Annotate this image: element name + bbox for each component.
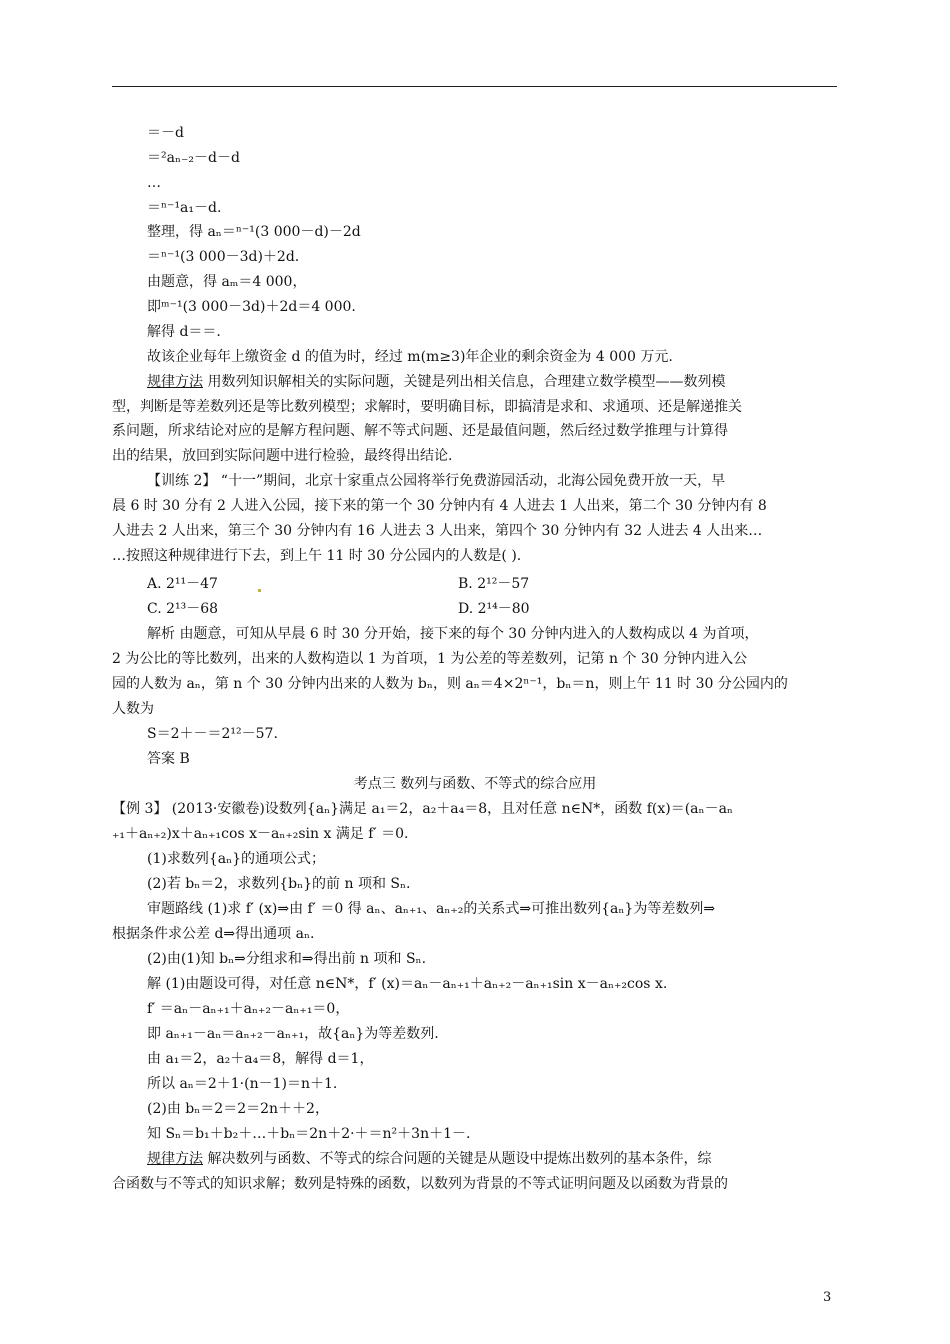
text-line: (1)求数列{aₙ}的通项公式；	[147, 851, 326, 867]
text-line: 由题意，得 aₘ＝4 000，	[147, 274, 307, 290]
text-line: ₊₁＋aₙ₊₂)x＋aₙ₊₁cos x－aₙ₊₂sin x 满足 f′ ＝0.	[112, 826, 409, 842]
option-b: B. 2¹²－57	[458, 576, 530, 592]
text-line: …按照这种规律进行下去，到上午 11 时 30 分公园内的人数是( ).	[112, 548, 522, 564]
page-number: 3	[823, 1290, 832, 1305]
text-line: 晨 6 时 30 分有 2 人进入公园，接下来的第一个 30 分钟内有 4 人进去 1 人出来，第二个 30 分钟内有 8	[112, 498, 767, 514]
text-line: 2 为公比的等比数列，出来的人数构造以 1 为首项，1 为公差的等差数列，记第 n 个 30 分钟内进入公	[112, 651, 748, 667]
text-line: 解得 d＝＝.	[147, 324, 221, 340]
text-line: 知 Sₙ＝b₁＋b₂＋…＋bₙ＝2n＋2·＋＝n²＋3n＋1－.	[147, 1126, 471, 1142]
stray-mark	[258, 589, 261, 592]
example-heading: 【例 3】 (2013·安徽卷)设数列{aₙ}满足 a₁＝2，a₂＋a₄＝8，且对任意 n∈N*，函数 f(x)＝(aₙ－aₙ	[112, 801, 733, 817]
exercise-heading: 【训练 2】 “十一”期间，北京十家重点公园将举行免费游园活动，北海公园免费开放一天，早	[147, 473, 726, 489]
text-line: ＝－d	[147, 125, 184, 141]
text-line: 由 a₁＝2，a₂＋a₄＝8，解得 d＝1，	[147, 1051, 374, 1067]
answer-line: 答案 B	[147, 751, 190, 767]
text-line: …	[147, 175, 161, 191]
option-a: A. 2¹¹－47	[147, 576, 218, 592]
text-line: 出的结果，放回到实际问题中进行检验，最终得出结论.	[112, 448, 453, 464]
text-line: (2)由(1)知 bₙ⇒分组求和⇒得出前 n 项和 Sₙ.	[147, 951, 427, 967]
text-line: 解 (1)由题设可得，对任意 n∈N*，f′ (x)＝aₙ－aₙ₊₁＋aₙ₊₂－aₙ₊₁sin x－aₙ₊₂cos x.	[147, 976, 668, 992]
text-line: (2)由 bₙ＝2＝2＝2n＋＋2，	[147, 1101, 329, 1117]
text-line: S＝2＋－＝2¹²－57.	[147, 726, 278, 742]
text-line: 人数为	[112, 701, 154, 717]
text-line: 即 aₙ₊₁－aₙ＝aₙ₊₂－aₙ₊₁，故{aₙ}为等差数列.	[147, 1026, 439, 1042]
text-line: 故该企业每年上缴资金 d 的值为时，经过 m(m≥3)年企业的剩余资金为 4 000 万元.	[147, 349, 673, 365]
text-line: (2)若 bₙ＝2，求数列{bₙ}的前 n 项和 Sₙ.	[147, 876, 411, 892]
text-line: 整理，得 aₙ＝ⁿ⁻¹(3 000－d)－2d	[147, 224, 361, 240]
text-line: ＝ⁿ⁻¹(3 000－3d)＋2d.	[147, 249, 300, 265]
section-heading: 考点三 数列与函数、不等式的综合应用	[353, 776, 597, 792]
text-line: 解析 由题意，可知从早晨 6 时 30 分开始，接下来的每个 30 分钟内进入的人数构成以 4 为首项，	[147, 626, 759, 642]
option-c: C. 2¹³－68	[147, 601, 219, 617]
text-line: 所以 aₙ＝2＋1·(n－1)＝n＋1.	[147, 1076, 338, 1092]
text-line: ＝²aₙ₋₂－d－d	[147, 150, 240, 166]
method-line: 规律方法 解决数列与函数、不等式的综合问题的关键是从题设中提炼出数列的基本条件，综	[147, 1151, 712, 1167]
method-label: 规律方法	[147, 374, 203, 390]
method-line: 规律方法 用数列知识解相关的实际问题，关键是列出相关信息，合理建立数学模型——数列模	[147, 374, 726, 390]
text-line: 园的人数为 aₙ，第 n 个 30 分钟内出来的人数为 bₙ，则 aₙ＝4×2ⁿ⁻¹，bₙ＝n，则上午 11 时 30 分公园内的	[112, 676, 788, 692]
text-line: 合函数与不等式的知识求解；数列是特殊的函数，以数列为背景的不等式证明问题及以函数为背景的	[112, 1176, 728, 1192]
method-label: 规律方法	[147, 1151, 203, 1167]
text-line: 型，判断是等差数列还是等比数列模型；求解时，要明确目标，即搞清是求和、求通项、还是解递推关	[112, 399, 742, 415]
text-line: f′ ＝aₙ－aₙ₊₁＋aₙ₊₂－aₙ₊₁＝0，	[147, 1001, 350, 1017]
text-line: 人进去 2 人出来，第三个 30 分钟内有 16 人进去 3 人出来，第四个 30 分钟内有 32 人进去 4 人出来…	[112, 523, 763, 539]
text-line: 即ᵐ⁻¹(3 000－3d)＋2d＝4 000.	[147, 299, 356, 315]
header-rule	[112, 86, 837, 87]
text-line: 审题路线 (1)求 f′ (x)⇒由 f′ ＝0 得 aₙ、aₙ₊₁、aₙ₊₂的关系式⇒可推出数列{aₙ}为等差数列⇒	[147, 901, 716, 917]
text-line: 系问题，所求结论对应的是解方程问题、解不等式问题、还是最值问题，然后经过数学推理与计算得	[112, 423, 728, 439]
text-line: 根据条件求公差 d⇒得出通项 aₙ.	[112, 926, 315, 942]
option-d: D. 2¹⁴－80	[458, 601, 530, 617]
text-line: ＝ⁿ⁻¹a₁－d.	[147, 200, 222, 216]
